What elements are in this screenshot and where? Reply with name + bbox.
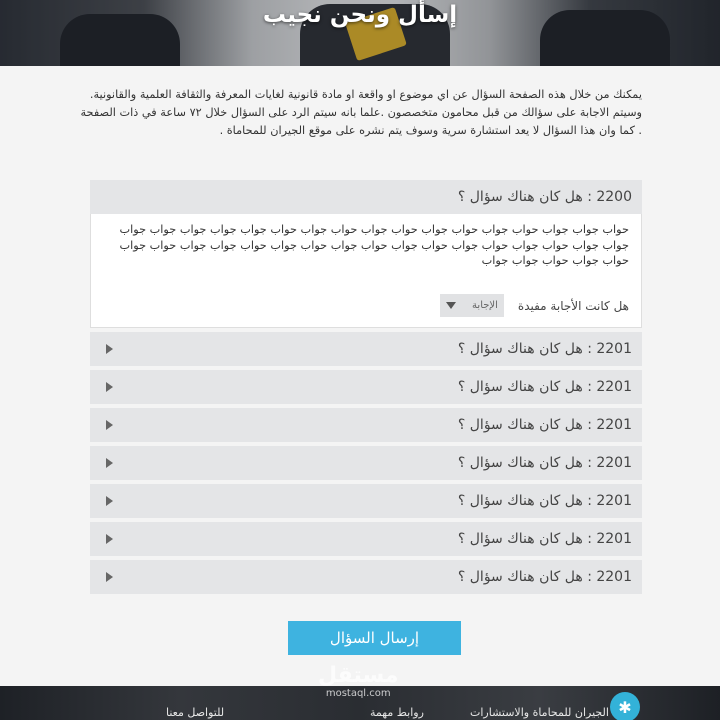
intro-paragraph: يمكنك من خلال هذه الصفحة السؤال عن اي موضوع او واقعة او مادة قانونية لغايات المعرفة والثقافة العلمية والقانونية. وسيتم الاجابة على سؤالك من قبل محامون متخصصون .علما بانه سيتم الرد على السؤال خلال ٧٢ ساعة في ذات الصفحة . كما وان هذا السؤال لا يعد استشارة سرية وسوف يتم نشره على موقع الجيران للمحاماة . xyxy=(80,88,642,137)
page-title: إسأل ونحن نجيب xyxy=(262,2,458,28)
expand-arrow-icon xyxy=(106,344,113,354)
faq-item[interactable] xyxy=(90,408,642,442)
faq-question: 2201 : هل كان هناك سؤال ؟ xyxy=(457,455,632,471)
faq-question: 2201 : هل كان هناك سؤال ؟ xyxy=(457,341,632,357)
faq-list xyxy=(90,180,642,594)
watermark-latin: mostaql.com xyxy=(325,688,391,699)
footer-brand-name: الجيران للمحاماة والاستشارات xyxy=(470,706,609,719)
faq-answer-text: حواب جواب جواب حواب جواب حواب جواب حواب جواب حواب جواب حواب جواب جواب جواب جواب جواب جواب جواب حواب جواب حواب جواب حواب جواب حواب جواب حواب جواب حواب جواب جواب حواب جواب حواب جواب حواب جواب جواب xyxy=(119,223,629,267)
chevron-down-icon xyxy=(446,302,456,309)
expand-arrow-icon xyxy=(106,534,113,544)
faq-item[interactable] xyxy=(90,560,642,594)
faq-item[interactable] xyxy=(90,446,642,480)
faq-question: 2201 : هل كان هناك سؤال ؟ xyxy=(457,493,632,509)
expand-arrow-icon xyxy=(106,572,113,582)
helpful-select[interactable] xyxy=(440,294,504,317)
helpful-label: هل كانت الأجابة مفيدة xyxy=(517,298,629,313)
faq-question: 2201 : هل كان هناك سؤال ؟ xyxy=(457,531,632,547)
faq-item[interactable] xyxy=(90,370,642,404)
faq-question: 2201 : هل كان هناك سؤال ؟ xyxy=(457,417,632,433)
expand-arrow-icon xyxy=(106,496,113,506)
expand-arrow-icon xyxy=(106,420,113,430)
submit-question-button[interactable]: إرسال السؤال xyxy=(288,621,461,655)
helpful-select-value: الإجابة xyxy=(472,300,498,311)
footer-links-heading[interactable]: روابط مهمة xyxy=(370,706,424,719)
faq-item[interactable] xyxy=(90,484,642,518)
expand-arrow-icon xyxy=(106,458,113,468)
watermark-arabic: مستقل xyxy=(318,663,399,688)
faq-answer-panel xyxy=(90,214,642,328)
faq-question: 2200 : هل كان هناك سؤال ؟ xyxy=(457,189,632,205)
hero-banner xyxy=(0,0,720,66)
faq-item-open-header[interactable] xyxy=(90,180,642,214)
faq-question: 2201 : هل كان هناك سؤال ؟ xyxy=(457,379,632,395)
footer-contact-link[interactable]: للتواصل معنا xyxy=(166,706,225,719)
expand-arrow-icon xyxy=(106,382,113,392)
faq-question: 2201 : هل كان هناك سؤال ؟ xyxy=(457,569,632,585)
watermark xyxy=(318,664,398,700)
helpful-row xyxy=(440,294,629,317)
faq-item[interactable] xyxy=(90,522,642,556)
brand-logo-icon: ✱ xyxy=(610,692,640,720)
faq-item[interactable] xyxy=(90,332,642,366)
